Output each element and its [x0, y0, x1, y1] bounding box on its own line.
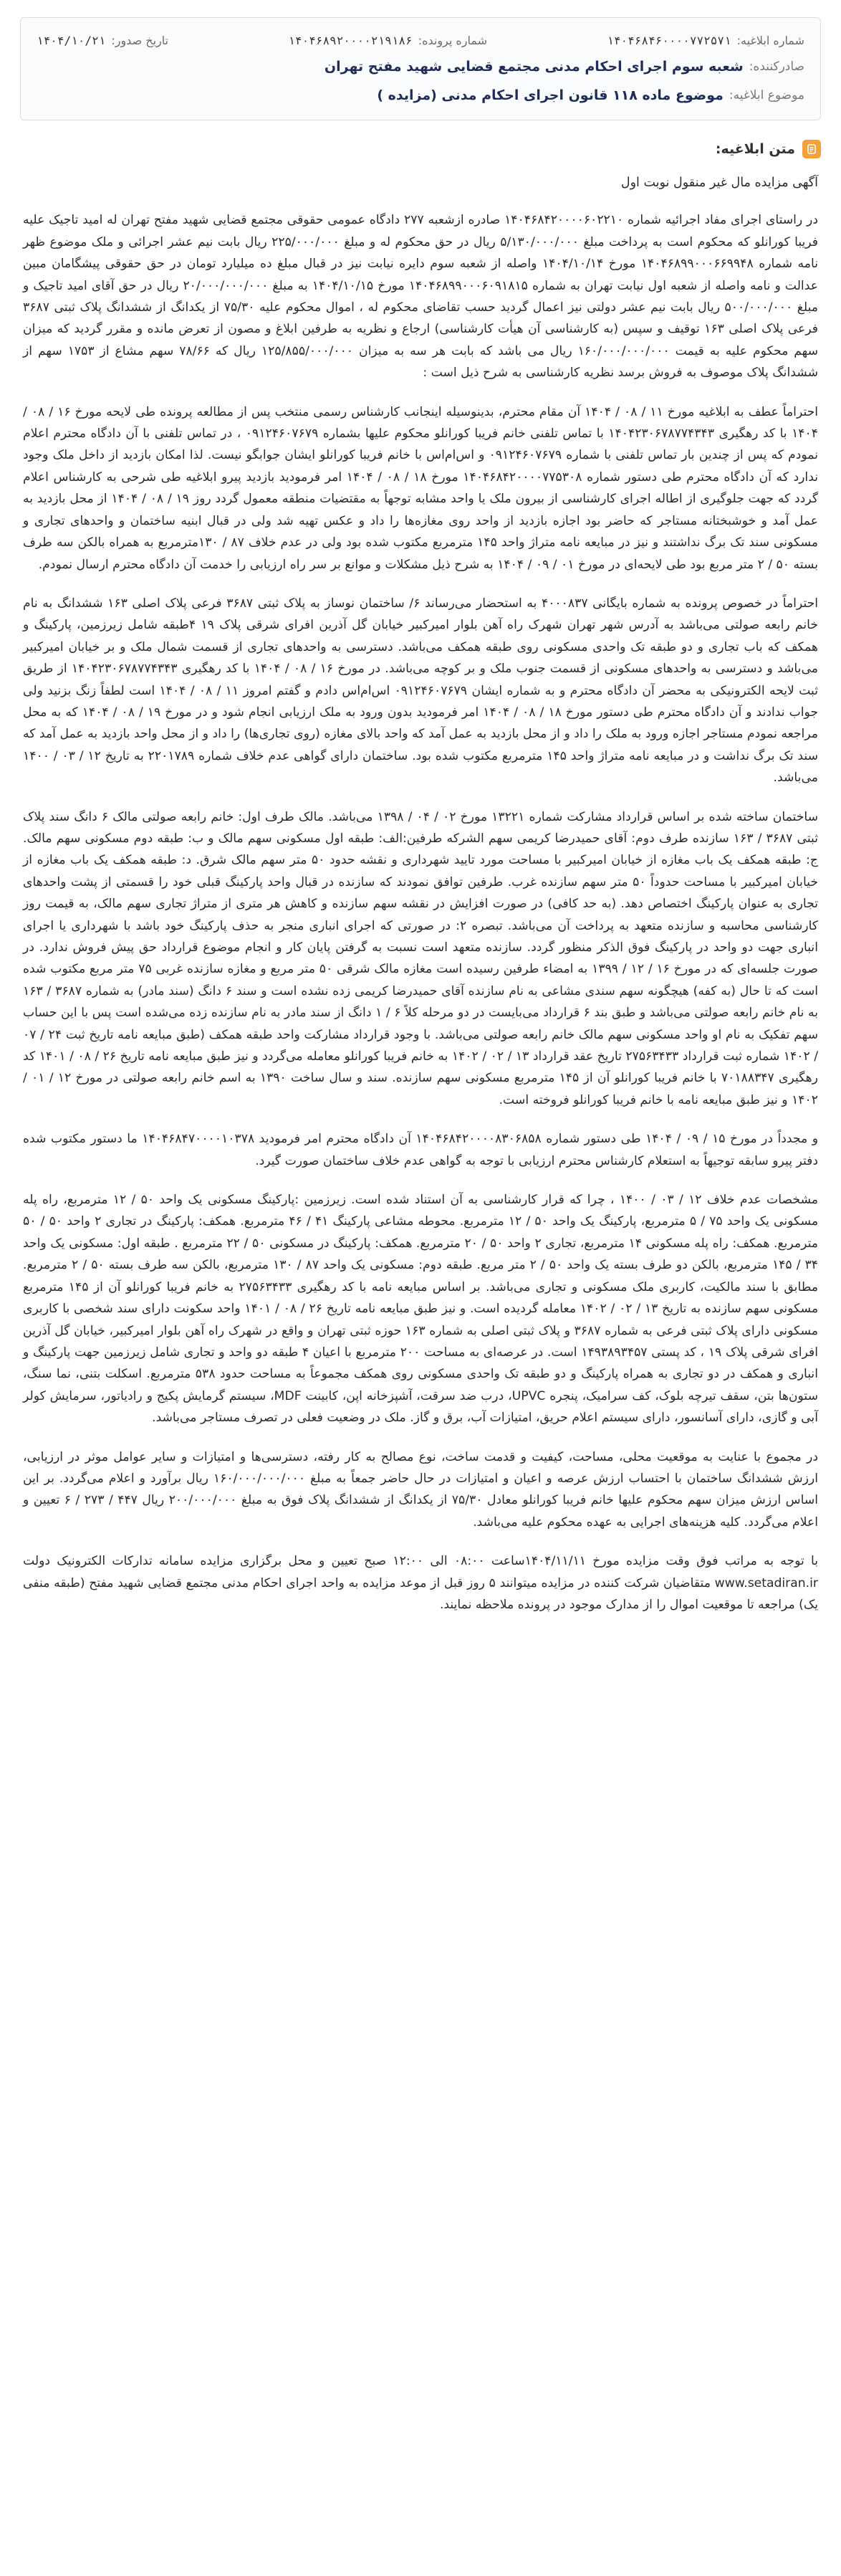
document-icon — [802, 140, 821, 158]
case-number-value: ۱۴۰۴۶۸۹۲۰۰۰۰۲۱۹۱۸۶ — [288, 33, 413, 47]
issuer-row — [37, 52, 804, 81]
issue-date — [37, 34, 168, 47]
notice-number-label: شماره ابلاغیه: — [736, 33, 804, 47]
case-number-label: شماره پرونده: — [418, 33, 488, 47]
notice-page — [0, 17, 841, 2576]
notice-number — [607, 34, 804, 47]
subject-label: موضوع ابلاغیه: — [729, 88, 804, 102]
notice-paragraph: احتراماً در خصوص پرونده به شماره بایگانی ۴۰۰۰۸۳۷ به استحضار می‌رساند ۶/ ساختمان نوساز به پلاک ثبتی ۳۶۸۷ فرعی پلاک اصلی ۱۶۳ ششدانگ به نام خانم رابعه صولتی می‌باشد به آدرس شهر تهران شهرک راه آهن بلوار امیرکبیر خیابان گل آذرین افرای شرقی پلاک ۱۹ ۴طبقه شامل زیرزمین، پارکینگ و همکف که باب تجاری و دو طبقه تک واحدی مسکونی روی طبقه همکف می‌باشد. دسترسی به واحدهای تجاری از قسمت شمال ملک و بر خیابان امیرکبیر می‌باشد و دسترسی به واحدهای مسکونی از قسمت جنوب ملک و بر کوچه می‌باشد. در مورخ ۱۶ / ۰۸ / ۱۴۰۴ با کد رهگیری ۱۴۰۴۲۳۰۶۷۸۷۷۴۳۴۳ از طریق ثبت لایحه الکترونیکی به محضر آن دادگاه محترم و به شماره ایشان ۰۹۱۲۴۶۰۷۶۷۹ اس‌ام‌اس دادم و گفتم امروز ۱۱ / ۰۸ / ۱۴۰۴ است لطفاً زنگ بزنید ولی جواب ندادند و آن دادگاه محترم طی دستور مورخ ۱۸ / ۰۸ / ۱۴۰۴ امر فرمودید بدون ورود به ملک ارزیابی انجام شود و در مورخ ۱۹ / ۰۸ / ۱۴۰۴ که به محل مراجعه نمودم مستاجر اجازه ورود به ملک را داد و از محل بازدید به عمل آمد که واحد بالای مغازه (روی تجاری‌ها) را داد و از محل واحد بازدید به عمل آمد که سند تک برگ نداشت و در مبایعه نامه متراژ واحد ۱۴۵ مترمربع مکتوب شده بود. ساختمان دارای گواهی عدم خلاف شماره ۲۲۰۱۷۸۹ به تاریخ ۱۲ / ۰۳ / ۱۴۰۰ می‌باشد. — [23, 596, 819, 786]
case-number — [288, 34, 487, 47]
notice-paragraph: در مجموع با عنایت به موقعیت محلی، مساحت، کیفیت و قدمت ساخت، نوع مصالح به کار رفته، دسترسی‌ها و امتیازات و سایر عوامل موثر در ارزیابی، ارزش ششدانگ ساختمان با احتساب ارزش عرصه و اعیان و امتیازات در حال حاضر جمعاً به مبلغ ۱۶۰/۰۰۰/۰۰۰/۰۰۰ ریال برآورد و اعلام می‌گردد. بر این اساس ارزش میزان سهم محکوم علیها خانم فریبا کورانلو معادل ۷۵/۳۰ از یکدانگ از ششدانگ پلاک فوق به مبلغ ۲۰۰/۰۰۰/۰۰۰ ریال ۴۴۷ / ۲۷۳ / ۶ تعیین و اعلام می‌گردد. کلیه هزینه‌های اجرایی به عهده محکوم علیه می‌باشد. — [23, 1449, 819, 1530]
section-title: متن ابلاغیه: — [715, 141, 795, 157]
subject-value: موضوع ماده ۱۱۸ قانون اجرای احکام مدنی (مزایده ) — [377, 87, 724, 103]
notice-paragraph: با توجه به مراتب فوق وقت مزایده مورخ ۱۴۰۴/۱۱/۱۱ساعت ۰۸:۰۰ الی ۱۲:۰۰ صبح تعیین و محل برگزاری مزایده سامانه تدارکات الکترونیک دولت www.setadiran.ir متقاضیان شرکت کننده در مزایده میتوانند ۵ روز قبل از موعد مزایده به واحد اجرای احکام مدنی مجتمع قضایی شهید مفتح (طبقه منفی یک) مراجعه تا موقعیت اموال را از مدارک موجود در پرونده ملاحظه نمایند. — [23, 1554, 819, 1612]
issuer-value: شعبه سوم اجرای احکام مدنی مجتمع قضایی شهید مفتح تهران — [324, 59, 744, 75]
notice-number-value: ۱۴۰۴۶۸۴۶۰۰۰۰۷۷۲۵۷۱ — [607, 33, 731, 47]
notice-paragraph: در راستای اجرای مفاد اجرائیه شماره ۱۴۰۴۶۸۴۲۰۰۰۰۶۰۲۲۱۰ صادره ازشعبه ۲۷۷ دادگاه عمومی حقوقی مجتمع قضایی شهید مفتح تهران له امید تاجیک علیه فریبا کورانلو که محکوم است به پرداخت مبلغ ۵/۱۳۰/۰۰۰/۰۰۰ ریال در حق محکوم له و مبلغ ۲۲۵/۰۰۰/۰۰۰ ریال بابت نیم عشر اجرائی و ملک موضوع ظهر نامه شماره ۱۴۰۴۶۸۹۹۰۰۰۶۶۹۹۴۸ مورخ ۱۴۰۴/۱۰/۱۴ واصله از شعبه سوم دایره نیابت نیز در قبال مبلغ ده میلیارد تومان در حق حقوقی پیشگامان مبین عدالت و نامه واصله از شعبه اول نیابت تهران به شماره ۱۴۰۴۶۸۹۹۰۰۰۶۰۹۱۸۱۵ مورخ ۱۴۰۴/۱۰/۱۵ به مبلغ ۲۰/۰۰۰/۰۰۰/۰۰۰ ریال در حق آقای امید تاجیک و مبلغ ۵۰۰/۰۰۰/۰۰۰ ریال بابت نیم عشر دولتی نیز اعمال گردید حسب تقاضای محکوم له ، اموال محکوم علیه ۷۵/۳۰ از یکدانگ از ششدانگ پلاک ثبتی ۳۶۸۷ فرعی پلاک اصلی ۱۶۳ توقیف و سپس (به کارشناسی آن هیأت کارشناسی) ارجاع و نظریه به طرفین ابلاغ و مصون از تعرض مانده و مقرر گردید که میزان سهم محکوم علیه به قیمت ۱۶۰/۰۰۰/۰۰۰/۰۰۰ ریال می باشد که بابت هر سه به میزان ۱۲۵/۸۵۵/۰۰۰/۰۰۰ ریال که ۷۸/۶۶ سهم مشاع از ۱۷۵۳ سهم از ششدانگ پلاک موصوف به فروش برسد نظریه کارشناسی به شرح ذیل است : — [23, 213, 818, 381]
section-header — [20, 136, 821, 162]
notice-meta-row — [37, 28, 804, 52]
subject-row — [37, 81, 804, 110]
notice-paragraph: ساختمان ساخته شده بر اساس قرارداد مشارکت شماره ۱۳۲۲۱ مورخ ۰۲ / ۰۴ / ۱۳۹۸ می‌باشد. مالک طرف اول: خانم رابعه صولتی مالک ۶ دانگ سند پلاک ثبتی ۳۶۸۷ / ۱۶۳ سازنده طرف دوم: آقای حمیدرضا کریمی سهم الشرکه طرفین:الف: طبقه اول مسکونی سهم مالک و ب: طبقه دوم مسکونی سهم مالک. ج: طبقه همکف یک باب مغازه از خیابان امیرکبیر با مساحت مورد تایید شهرداری و نقشه حدود ۵۰ متر سهم مالک شرق. د: طبقه همکف یک باب مغازه از خیابان امیرکبیر با مساحت حدوداً ۵۰ متر سهم سازنده غرب. طرفین توافق نمودند که سازنده در قبال واحد پارکینگ قبلی خود را قسمتی از پشت واحدهای تجاری به عنوان پارکینگ اختصاص دهد. (به حد کافی) در صورت افزایش در نقشه سهم سازنده و کاهش هر متری از متراژ تجاری سهم مالک، به قیمت روز کارشناسی محاسبه و سازنده متعهد به پرداخت آن می‌باشد. تبصره ۲: در صورتی که اجرای انباری منجر به حذف پارکینگ خود باشد با شهرداری یا اجرای انباری جهت دو واحد در پارکینگ فوق الذکر منظور گردد. سازنده متعهد است نسبت به گرفتن پایان کار و انجام موضوع قرارداد حق پیش فروش ندارد. در صورت جلسه‌ای که در مورخ ۱۶ / ۱۲ / ۱۳۹۹ به امضاء طرفین رسیده است مغازه مالک شرقی ۵۰ متر مربع و مغازه سازنده غربی ۷۵ متر مربع مکتوب شده است که تا حال (به کفه) هیچگونه سهم سندی مشاعی به نام سازنده آقای حمیدرضا کریمی زده نشده است و سند ۶ دانگ (سند مادر) به شماره ۳۶۸۷ / ۱۶۳ به نام خانم رابعه صولتی می‌باشد و طبق بند ۶ قرارداد می‌بایست در دو مرحله کلاً ۶ / ۱ دانگ از سند مادر به نام سازنده زده می‌شده است پس با این حساب سهم تفکیک به نام او واحد مسکونی سهم مالک خانم رابعه صولتی می‌باشد. با وجود قرارداد مشارکت واحد طبقه همکف (طبق مبایعه نامه تاریخ ثبت ۲۴ / ۰۷ / ۱۴۰۲ شماره ثبت قرارداد ۲۷۵۶۳۴۳۳ تاریخ عقد قرارداد ۱۳ / ۰۲ / ۱۴۰۲ به خانم فریبا کورانلو معامله می‌گردد و نیز طبق مبایعه نامه تاریخ ۲۶ / ۰۸ / ۱۴۰۱ کد رهگیری ۷۰۱۸۸۳۴۷ با خانم فریبا کورانلو آن از ۱۴۵ مترمربع مسکونی سهم سازنده. سند و سال ساخت ۱۳۹۰ به اسم خانم رابعه صولتی در مورخ ۱۲ / ۰۱ / ۱۴۰۲ و نیز طبق مبایعه نامه با خانم فریبا کورانلو فروخته است. — [23, 809, 819, 1107]
notice-paragraph: مشخصات عدم خلاف ۱۲ / ۰۳ / ۱۴۰۰ ، چرا که قرار کارشناسی به آن استناد شده است. زیرزمین :پارکینگ مسکونی یک واحد ۵۰ / ۱۲ مترمربع، راه پله مسکونی یک واحد ۷۵ / ۵ مترمربع، پارکینگ یک واحد ۵۰ / ۱۲ مترمربع. محوطه مشاعی پارکینگ ۴۱ / ۴۶ مترمربع. همکف: پارکینگ در تجاری ۲ واحد ۵۰ / ۵۰ مترمربع. همکف: راه پله مسکونی ۱۴ مترمربع، تجاری ۲ واحد ۵۰ / ۲۰ مترمربع. همکف: پارکینگ در مسکونی ۵۰ / ۲۲ مترمربع . طبقه اول: مسکونی یک واحد ۳۴ / ۱۴۵ مترمربع، بالکن دو طرف بسته یک واحد ۵۰ / ۲ متر مربع. طبقه دوم: مسکونی یک واحد ۸۷ / ۱۳۰ مترمربع، بالکن سه طرف بسته ۵۰ / ۲ مترمربع. مطابق با سند مالکیت، کاربری ملک مسکونی و تجاری می‌باشد. بر اساس مبایعه نامه با کد رهگیری ۲۷۵۶۳۴۳۳ به خانم فریبا کورانلو آن از ۱۴۵ مترمربع مسکونی سهم سازنده به تاریخ ۱۳ / ۰۲ / ۱۴۰۲ معامله گردیده است. و نیز طبق مبایعه نامه تاریخ ۲۶ / ۰۸ / ۱۴۰۱ واحد سکونت دارای سند شخصی با کاربری مسکونی دارای پلاک ثبتی فرعی به شماره ۳۶۸۷ و پلاک ثبتی اصلی به شماره ۱۶۳ حوزه ثبتی تهران و واقع در شهرک راه آهن بلوار امیرکبیر، خیابان گل آذرین افرای شرقی پلاک ۱۹ ، کد پستی ۱۴۹۳۸۹۳۴۵۷ است. در عرصه‌ای به مساحت ۲۰۰ مترمربع با اعیان ۴ طبقه دو واحد و تجاری شامل زیرزمین جهت پارکینگ و انباری و همکف در دو تجاری به همراه پارکینگ و دو طبقه تک واحدی مسکونی روی همکف مجموعاً به مساحت حدود ۵۳۸ مترمربع. اسکلت بتنی، نما سنگ، ستون‌ها بتن، سقف تیرچه بلوک، کف سرامیک، پنجره UPVC، درب ضد سرقت، آشپزخانه اپن، کابینت MDF، سیستم گرمایش پکیج و رادیاتور، سرمایش کولر آبی و گازی، دارای آسانسور، دارای سیستم اعلام حریق، امتیازات آب، برق و گاز. ملک در وضعیت فعلی در تصرف مستاجر می‌باشد. — [23, 1193, 819, 1426]
notice-paragraph: احتراماً عطف به ابلاغیه مورخ ۱۱ / ۰۸ / ۱۴۰۴ آن مقام محترم، بدینوسیله اینجانب کارشناس رسمی منتخب پس از مطالعه پرونده طی لایحه مورخ ۱۶ / ۰۸ / ۱۴۰۴ با کد رهگیری ۱۴۰۴۲۳۰۶۷۸۷۷۴۳۴۳ با تماس تلفنی خانم فریبا کورانلو محکوم علیها بشماره ۰۹۱۲۴۶۰۷۶۷۹ ، در تماس تلفنی با آن دادگاه محترم اعلام نمودم که پس از چندین بار تماس تلفنی با شماره ۰۹۱۲۴۶۰۷۶۷۹ و اس‌ام‌اس با خانم فریبا کورانلو ایشان جوابگو نیست. لذا امکان بازدید از داخل ملک وجود ندارد که آن دادگاه محترم طی دستور شماره ۱۴۰۴۶۸۴۲۰۰۰۰۷۷۵۳۰۸ مورخ ۱۸ / ۰۸ / ۱۴۰۴ امر فرمودید بازدید پیرو ابلاغیه طی شرحی به کارشناس اعلام گردد که جهت جلوگیری از اطاله اجرای کارشناسی از بیرون ملک یا واحد مشابه توجهاً به مقتضیات منطقه معمول گردد روز ۱۹ / ۰۸ / ۱۴۰۴ از محل بازدید به عمل آمد و خوشبختانه مستاجر که حاضر بود اجازه بازدید از واحد روی مغازه‌ها را داد و عکس تهیه شد ولی در قبال ابنیه ساختمان و واحدهای تجاری و مسکونی سند تک برگ نداشتند و نیز در مبایعه نامه متراژ واحد ۱۴۵ مترمربع مکتوب شده بود ولی در عدم خلاف ۸۷ / ۱۳۰مترمربع به همراه بالکن سه طرف بسته ۵۰ / ۲ متر مربع بود طی لایحه‌ای در مورخ ۰۱ / ۰۹ / ۱۴۰۴ به شرح ذیل مشکلات و موانع بر سر راه ارزیابی را خدمت آن دادگاه محترم ارسال نمودم. — [23, 404, 819, 572]
issuer-label: صادرکننده: — [749, 59, 804, 74]
issue-date-value: ۱۴۰۴/۱۰/۲۱ — [37, 33, 106, 47]
notice-paragraph: و مجدداً در مورخ ۱۵ / ۰۹ / ۱۴۰۴ طی دستور شماره ۱۴۰۴۶۸۴۲۰۰۰۰۸۳۰۶۸۵۸ آن دادگاه محترم امر فرمودید ۱۴۰۴۶۸۴۷۰۰۰۰۱۰۳۷۸ ما دستور مکتوب شده دفتر پیرو سابقه توجیهاً به استعلام کارشناس محترم ارزیابی با توجه به گواهی عدم خلاف ساختمان صورت گیرد. — [23, 1132, 819, 1168]
notice-body — [20, 172, 821, 1616]
notice-intro: آگهی مزایده مال غیر منقول نوبت اول — [620, 176, 818, 190]
issue-date-label: تاریخ صدور: — [111, 33, 169, 47]
notice-header — [20, 17, 821, 120]
